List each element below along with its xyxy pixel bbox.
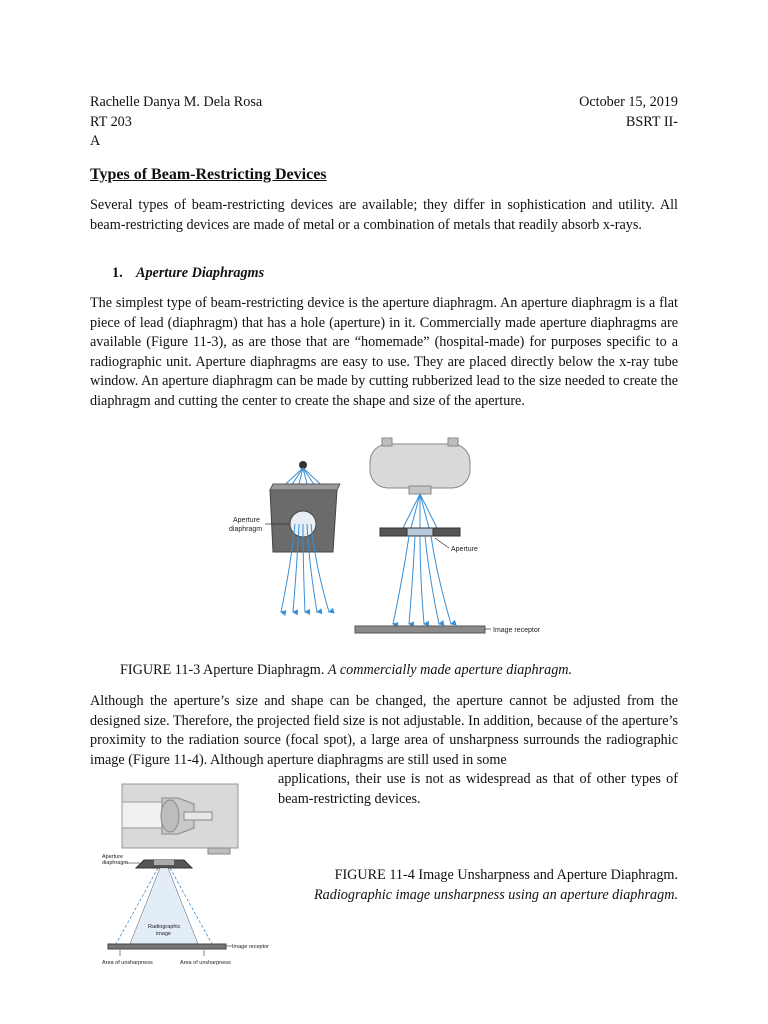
- figure-11-4-caption-prefix: FIGURE 11-4 Image Unsharpness and Aperture Diaphragm.: [334, 867, 678, 883]
- header-right: [378, 93, 678, 132]
- intro-paragraph: Several types of beam-restricting devices are available; they differ in sophistication and utility. All beam-restricting devices are made of metal or a combination of metals that readily absorb x-rays.: [90, 197, 678, 233]
- figure-11-4-caption-italic: Radiographic image unsharpness using an aperture diaphragm.: [313, 886, 678, 903]
- label-aperture-diaphragm-1: Aperture: [233, 517, 260, 524]
- fig4-label-unsharp-left: Area of unsharpness: [102, 960, 153, 966]
- figure-11-3-caption-italic: A commercially made aperture diaphragm.: [327, 662, 573, 678]
- figure-11-4-caption: [278, 866, 678, 905]
- aperture-diaphragm-illustration: [265, 461, 340, 612]
- fig4-label-image-1: Radiographic: [148, 924, 181, 930]
- course-code: RT 203: [90, 113, 132, 130]
- fig4-label-diaphragm-1: Aperture: [102, 854, 124, 860]
- label-image-receptor: Image receptor: [493, 627, 541, 634]
- figure-11-4: [98, 780, 270, 970]
- section-number: 1.: [112, 265, 123, 281]
- header-left: [90, 93, 390, 152]
- author-name: Rachelle Danya M. Dela Rosa: [90, 94, 263, 110]
- paragraph-aperture-intro: The simplest type of beam-restricting device is the aperture diaphragm. An aperture diaphragm is a flat piece of lead (diaphragm) that has a hole (aperture) in it. Commercially made aperture diaphragms are available (Figure 11-3), as are those that are “homemade” (hospital-made) for purposes specific to a radiographic unit. Aperture diaphragms are easy to use. They are placed directly below the x-ray tube window. An aperture diaphragm can be made by cutting rubberized lead to the size needed to create the diaphragm and cutting the center to create the shape and size of the aperture.: [90, 295, 678, 409]
- fig4-label-receptor: Image receptor: [232, 944, 269, 950]
- section-heading: [112, 264, 264, 284]
- fig4-label-image-2: image: [156, 931, 171, 937]
- label-aperture-diaphragm-2: diaphragm: [229, 526, 263, 533]
- paragraph-aperture-limitations: Although the aperture’s size and shape can be changed, the aperture cannot be adjusted from the designed size. Therefore, the projected field size is not adjustable. In addition, because of the aperture’s proximity to the radiation source (focal spot), a large area of unsharpness surrounds the radiographic image (Figure 11-4). Although aperture diaphragms are still used in some: [90, 693, 678, 768]
- section-title: Aperture Diaphragms: [136, 265, 265, 281]
- xray-tube-illustration: [355, 438, 491, 633]
- document-date: October 15, 2019: [579, 94, 678, 110]
- aperture-diaphragm-plate: [136, 860, 192, 868]
- figure-11-3-caption: [120, 661, 680, 681]
- figure-11-3: [215, 432, 545, 640]
- tube-housing-illustration: [122, 784, 238, 854]
- paragraph-aperture-limitations-tail: applications, their use is not as widespread as that of other types of beam-restricting devices.: [278, 771, 678, 807]
- label-aperture: Aperture: [451, 546, 478, 553]
- fig4-label-unsharp-right: Area of unsharpness: [180, 960, 231, 966]
- section-letter: A: [90, 133, 101, 150]
- program-name: BSRT II-: [625, 113, 678, 130]
- page-title: Types of Beam-Restricting Devices: [90, 166, 327, 183]
- fig4-label-diaphragm-2: diaphragm: [102, 860, 128, 866]
- figure-11-3-caption-prefix: FIGURE 11-3 Aperture Diaphragm.: [120, 662, 325, 678]
